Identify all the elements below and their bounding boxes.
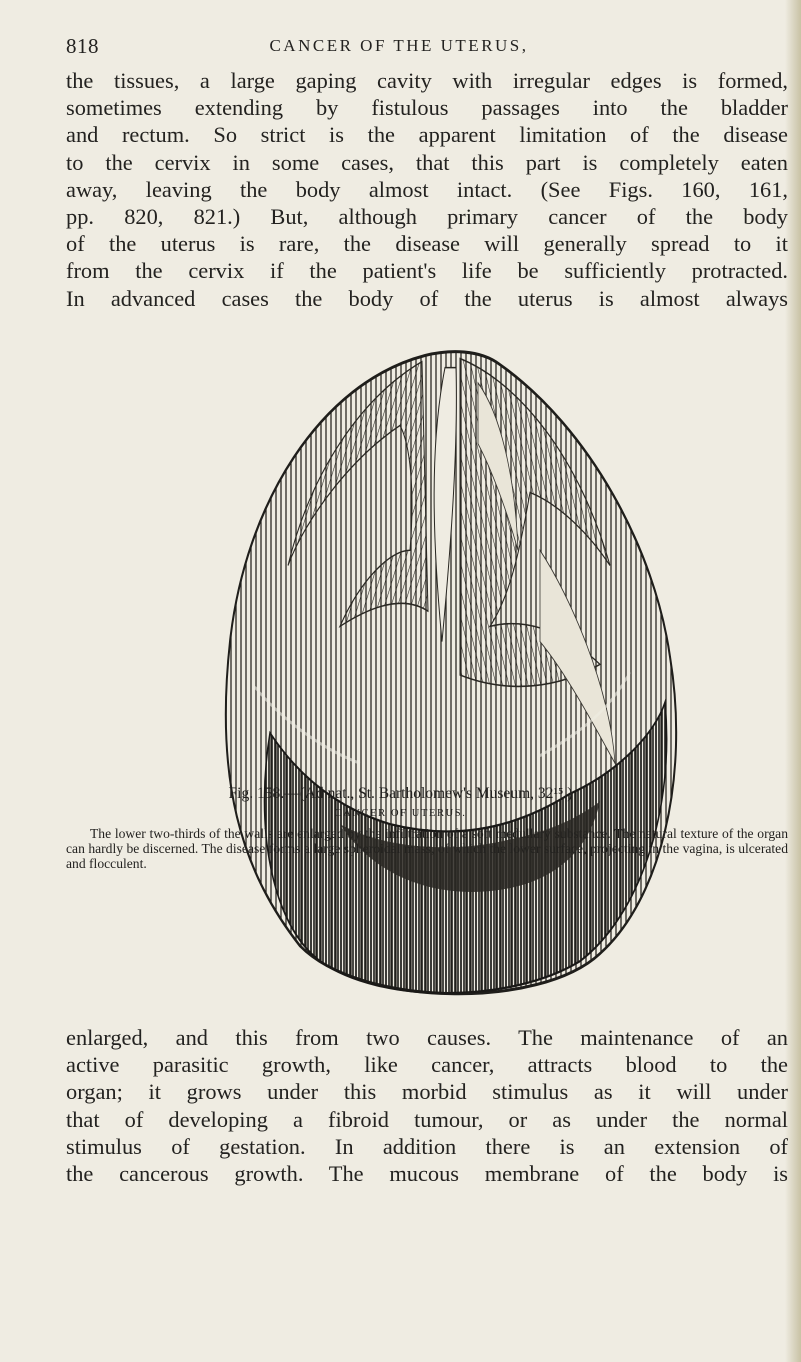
text-line: active parasitic growth, like cancer, attracts blood to the	[66, 1052, 788, 1078]
text-line: the cancerous growth. The mucous membrane of the body is	[66, 1161, 788, 1187]
text-line: from the cervix if the patient's life be sufficiently protracted.	[66, 258, 788, 284]
bottom-paragraph	[66, 1024, 788, 1187]
text-line: of the uterus is rare, the disease will generally spread to it	[66, 231, 788, 257]
page-number: 818	[66, 34, 99, 58]
figure-description: The lower two-thirds of the walls are enlarged by the infiltration of a soft medullary substance. The natural texture of the organ can hardly be discerned. The disease forms a large spheroidal mass, of which the lower surface, projecting in the vagina, is ulcerated and flocculent.	[66, 826, 788, 871]
text-line: sometimes extending by fistulous passages into the bladder	[66, 95, 788, 121]
text-line: stimulus of gestation. In addition there is an extension of	[66, 1133, 788, 1159]
figure-caption: Fig. 158.—(Ad nat., St. Bartholomew's Museum, 32¹⁵.)	[228, 785, 573, 802]
text-line: to the cervix in some cases, that this part is completely eaten	[66, 149, 788, 175]
text-line: away, leaving the body almost intact. (See Figs. 160, 161,	[66, 176, 788, 202]
page-header	[66, 34, 732, 60]
text-line: In advanced cases the body of the uterus is almost always	[66, 285, 788, 311]
figure-subcaption: CANCER OF UTERUS.	[334, 808, 467, 819]
text-line: and rectum. So strict is the apparent limitation of the disease	[66, 122, 788, 148]
text-line: pp. 820, 821.) But, although primary cancer of the body	[66, 204, 788, 230]
running-title: CANCER OF THE UTERUS,	[269, 36, 529, 55]
text-line: the tissues, a large gaping cavity with irregular edges is formed,	[66, 68, 788, 93]
text-line: organ; it grows under this morbid stimulus as it will under	[66, 1079, 788, 1105]
text-line: that of developing a fibroid tumour, or as under the normal	[66, 1106, 788, 1132]
uterus-illustration	[160, 322, 750, 1022]
top-paragraph	[66, 67, 788, 312]
text-line: enlarged, and this from two causes. The maintenance of an	[66, 1025, 788, 1050]
